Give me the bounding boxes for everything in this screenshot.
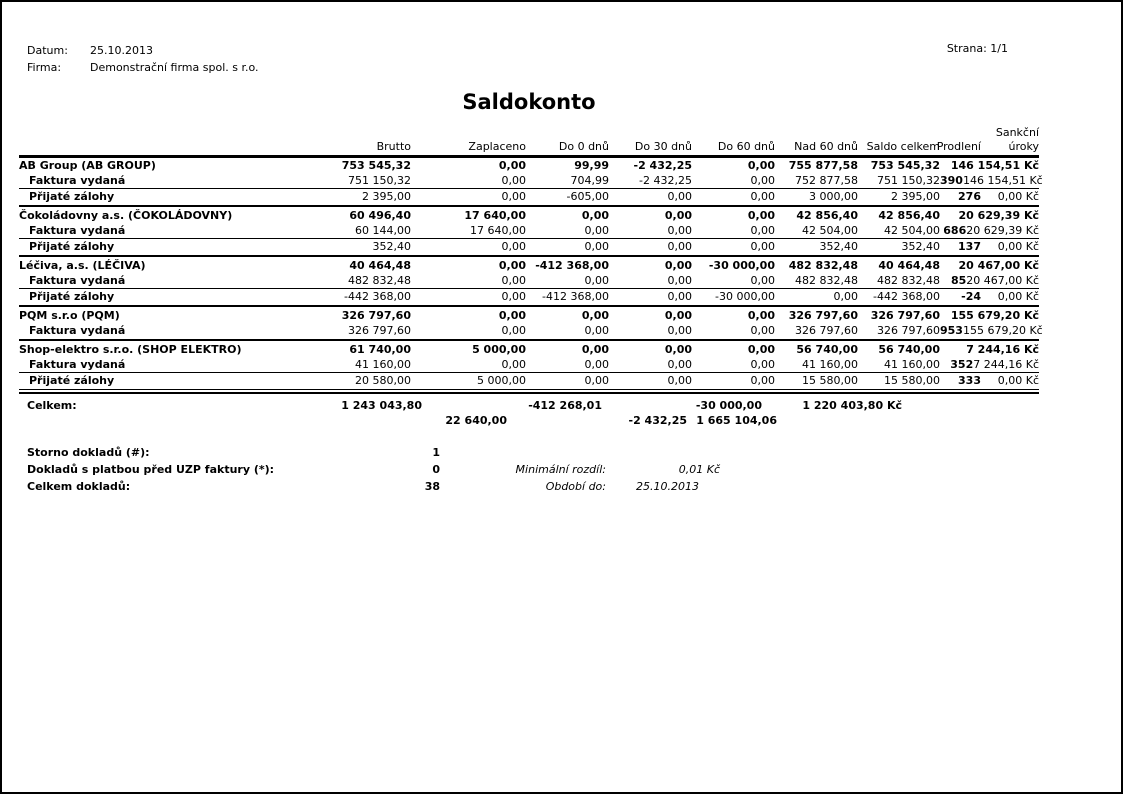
partner-row xyxy=(19,208,1039,223)
partner-row xyxy=(19,158,1039,173)
cell-saldo-celkem: 352,40 xyxy=(901,240,940,253)
col-header-prodleni: Prodlení xyxy=(936,140,981,153)
cell-prodleni: 333 xyxy=(958,374,981,387)
cell-zaplaceno: 0,00 xyxy=(498,259,526,272)
cell-do-0: 0,00 xyxy=(584,224,609,237)
cell-sankcni-uroky: 7 244,16 Kč xyxy=(966,343,1039,356)
summary-section xyxy=(19,444,1039,495)
cell-sankcni-uroky: 20 629,39 Kč xyxy=(966,224,1039,237)
cell-do-0: -412 368,00 xyxy=(535,259,609,272)
cell-zaplaceno: 5 000,00 xyxy=(472,343,526,356)
cell-saldo-celkem: 42 504,00 xyxy=(884,224,940,237)
cell-zaplaceno: 0,00 xyxy=(501,240,526,253)
col-header-zaplaceno: Zaplaceno xyxy=(468,140,526,153)
strana-label: Strana: xyxy=(946,42,987,55)
detail-row xyxy=(19,323,1043,338)
cell-brutto: 326 797,60 xyxy=(348,324,411,337)
cell-prodleni-sankcni xyxy=(940,208,1039,223)
firma-row xyxy=(27,59,259,76)
row-label: Léčiva, a.s. (LÉČIVA) xyxy=(19,259,146,272)
cell-do-0: 0,00 xyxy=(581,209,609,222)
cell-nad-60: 326 797,60 xyxy=(795,324,858,337)
cell-do-60: 0,00 xyxy=(750,358,775,371)
cell-nad-60: 3 000,00 xyxy=(809,190,858,203)
cell-do-0: 0,00 xyxy=(584,240,609,253)
cell-brutto: 60 496,40 xyxy=(349,209,411,222)
row-label: Faktura vydaná xyxy=(29,274,126,287)
cell-zaplaceno: 0,00 xyxy=(501,274,526,287)
cell-do-0: 0,00 xyxy=(584,358,609,371)
totals-row-1 xyxy=(19,398,1039,413)
cell-zaplaceno: 0,00 xyxy=(501,358,526,371)
cell-prodleni-sankcni xyxy=(940,373,1039,388)
cell-do-30: 0,00 xyxy=(667,374,692,387)
total-do-60: -30 000,00 xyxy=(695,399,762,412)
separator-line xyxy=(19,255,1039,257)
cell-do-60: 0,00 xyxy=(750,224,775,237)
total-do-30: -2 432,25 xyxy=(628,414,687,427)
cell-nad-60: 0,00 xyxy=(833,290,858,303)
cell-nad-60: 752 877,58 xyxy=(795,174,858,187)
celkem-dokladu-row xyxy=(19,478,1039,495)
cell-do-30: 0,00 xyxy=(667,358,692,371)
cell-do-30: 0,00 xyxy=(664,209,692,222)
obdobi-do-label: Období do: xyxy=(545,480,606,493)
cell-prodleni-sankcni xyxy=(940,273,1039,288)
totals-section xyxy=(19,398,1039,428)
cell-do-30: 0,00 xyxy=(667,240,692,253)
row-label: Přijaté zálohy xyxy=(29,374,115,387)
cell-do-60: -30 000,00 xyxy=(715,290,775,303)
cell-prodleni-sankcni xyxy=(940,158,1039,173)
cell-do-60: 0,00 xyxy=(750,374,775,387)
cell-prodleni-sankcni xyxy=(940,323,1043,338)
cell-do-60: 0,00 xyxy=(750,174,775,187)
cell-saldo-celkem: 56 740,00 xyxy=(878,343,940,356)
cell-sankcni-uroky: 0,00 Kč xyxy=(997,374,1039,387)
cell-nad-60: 56 740,00 xyxy=(796,343,858,356)
separator-line xyxy=(19,392,1039,394)
row-label: Shop-elektro s.r.o. (SHOP ELEKTRO) xyxy=(19,343,242,356)
total-nad-60: 1 665 104,06 xyxy=(696,414,777,427)
firma-label: Firma: xyxy=(27,61,62,74)
cell-do-0: -605,00 xyxy=(566,190,609,203)
cell-prodleni-sankcni xyxy=(940,289,1039,304)
cell-do-0: 0,00 xyxy=(584,324,609,337)
total-zaplaceno: 22 640,00 xyxy=(445,414,507,427)
datum-label: Datum: xyxy=(27,44,68,57)
cell-brutto: 751 150,32 xyxy=(348,174,411,187)
cell-do-60: 0,00 xyxy=(750,274,775,287)
cell-prodleni-sankcni xyxy=(940,239,1039,254)
row-label: Přijaté zálohy xyxy=(29,240,115,253)
cell-prodleni-sankcni xyxy=(940,342,1039,357)
page-number xyxy=(947,42,1008,55)
cell-brutto: 352,40 xyxy=(372,240,411,253)
report-meta xyxy=(27,42,259,76)
cell-saldo-celkem: 41 160,00 xyxy=(884,358,940,371)
uzp-row xyxy=(19,461,1039,478)
storno-label: Storno dokladů (#): xyxy=(27,446,150,459)
celkem-dokladu-label: Celkem dokladů: xyxy=(27,480,131,493)
datum-value: 25.10.2013 xyxy=(90,44,153,57)
table-body xyxy=(19,158,1043,394)
cell-brutto: 326 797,60 xyxy=(341,309,411,322)
col-header-name xyxy=(19,140,319,154)
cell-do-30: 0,00 xyxy=(664,309,692,322)
cell-prodleni-sankcni xyxy=(940,173,1043,188)
partner-row xyxy=(19,342,1039,357)
cell-prodleni: 137 xyxy=(958,240,981,253)
obdobi-do-value: 25.10.2013 xyxy=(636,480,699,493)
cell-saldo-celkem: 15 580,00 xyxy=(884,374,940,387)
cell-nad-60: 41 160,00 xyxy=(802,358,858,371)
totals-label: Celkem: xyxy=(27,399,77,412)
cell-nad-60: 755 877,58 xyxy=(788,159,858,172)
cell-do-60: 0,00 xyxy=(750,324,775,337)
cell-brutto: 60 144,00 xyxy=(355,224,411,237)
cell-sankcni-uroky: 0,00 Kč xyxy=(997,240,1039,253)
cell-brutto: 20 580,00 xyxy=(355,374,411,387)
row-label: Faktura vydaná xyxy=(29,174,126,187)
cell-do-30: 0,00 xyxy=(667,324,692,337)
cell-do-60: 0,00 xyxy=(750,240,775,253)
cell-do-0: 0,00 xyxy=(581,309,609,322)
cell-sankcni-uroky: 7 244,16 Kč xyxy=(973,358,1039,371)
cell-nad-60: 15 580,00 xyxy=(802,374,858,387)
cell-sankcni-uroky: 20 467,00 Kč xyxy=(958,259,1039,272)
cell-prodleni: 686 xyxy=(943,224,967,237)
cell-sankcni-uroky: 0,00 Kč xyxy=(997,290,1039,303)
cell-saldo-celkem: 40 464,48 xyxy=(878,259,940,272)
cell-do-60: 0,00 xyxy=(747,309,775,322)
cell-zaplaceno: 0,00 xyxy=(501,290,526,303)
partner-row xyxy=(19,258,1039,273)
cell-do-30: 0,00 xyxy=(667,190,692,203)
cell-sankcni-uroky: 20 467,00 Kč xyxy=(966,274,1039,287)
row-label: Přijaté zálohy xyxy=(29,190,115,203)
celkem-dokladu-value: 38 xyxy=(424,480,440,493)
detail-row xyxy=(19,223,1039,238)
cell-zaplaceno: 0,00 xyxy=(501,324,526,337)
cell-sankcni-uroky: 0,00 Kč xyxy=(997,190,1039,203)
detail-row xyxy=(19,357,1039,372)
cell-saldo-celkem: -442 368,00 xyxy=(873,290,940,303)
cell-sankcni-uroky: 146 154,51 Kč xyxy=(962,174,1043,187)
cell-nad-60: 326 797,60 xyxy=(788,309,858,322)
sankcni-header-top: Sankční xyxy=(995,126,1039,139)
total-saldo-celkem: 1 220 403,80 Kč xyxy=(802,399,902,412)
total-do-0: -412 268,01 xyxy=(528,399,602,412)
cell-do-30: 0,00 xyxy=(664,343,692,356)
strana-value: 1/1 xyxy=(990,42,1008,55)
detail-row xyxy=(19,273,1039,288)
cell-sankcni-uroky: 20 629,39 Kč xyxy=(958,209,1039,222)
cell-saldo-celkem: 42 856,40 xyxy=(878,209,940,222)
detail-row xyxy=(19,373,1039,388)
cell-saldo-celkem: 326 797,60 xyxy=(877,324,940,337)
cell-prodleni-sankcni xyxy=(940,223,1039,238)
cell-do-30: 0,00 xyxy=(667,224,692,237)
cell-do-60: -30 000,00 xyxy=(708,259,775,272)
separator-line xyxy=(19,305,1039,307)
detail-row xyxy=(19,189,1039,204)
cell-do-30: 0,00 xyxy=(664,259,692,272)
col-header-prodleni-sankcni xyxy=(936,140,1039,154)
cell-nad-60: 42 856,40 xyxy=(796,209,858,222)
cell-nad-60: 482 832,48 xyxy=(795,274,858,287)
separator-line xyxy=(19,339,1039,341)
cell-brutto: 41 160,00 xyxy=(355,358,411,371)
cell-zaplaceno: 17 640,00 xyxy=(464,209,526,222)
cell-brutto: 2 395,00 xyxy=(362,190,411,203)
cell-prodleni-sankcni xyxy=(940,189,1039,204)
cell-sankcni-uroky: 155 679,20 Kč xyxy=(962,324,1043,337)
cell-do-0: -412 368,00 xyxy=(542,290,609,303)
row-label: Přijaté zálohy xyxy=(29,290,115,303)
min-rozdil-value: 0,01 Kč xyxy=(678,463,720,476)
cell-do-0: 99,99 xyxy=(574,159,609,172)
uzp-label: Dokladů s platbou před UZP faktury (*): xyxy=(27,463,275,476)
col-header-do-30: Do 30 dnů xyxy=(634,140,692,153)
cell-zaplaceno: 0,00 xyxy=(498,159,526,172)
total-brutto: 1 243 043,80 xyxy=(341,399,422,412)
table-header-row-2 xyxy=(19,140,1039,154)
cell-do-0: 704,99 xyxy=(570,174,609,187)
row-label: Čokoládovny a.s. (ČOKOLÁDOVNY) xyxy=(19,209,233,222)
cell-prodleni: 390 xyxy=(940,174,963,187)
cell-prodleni: 85 xyxy=(950,274,967,287)
cell-zaplaceno: 0,00 xyxy=(498,309,526,322)
row-label: Faktura vydaná xyxy=(29,224,126,237)
table-header-row-1 xyxy=(19,126,1039,140)
cell-prodleni-sankcni xyxy=(940,308,1039,323)
col-header-nad-60: Nad 60 dnů xyxy=(794,140,858,153)
cell-sankcni-uroky: 155 679,20 Kč xyxy=(950,309,1039,322)
row-label: Faktura vydaná xyxy=(29,358,126,371)
col-header-saldo-celkem: Saldo celkem xyxy=(866,140,940,153)
partner-row xyxy=(19,308,1039,323)
totals-row-2 xyxy=(19,413,1039,428)
cell-prodleni: 352 xyxy=(950,358,974,371)
detail-row xyxy=(19,173,1043,188)
cell-saldo-celkem: 326 797,60 xyxy=(870,309,940,322)
firma-value: Demonstrační firma spol. s r.o. xyxy=(90,61,259,74)
cell-do-30: 0,00 xyxy=(667,274,692,287)
separator-line xyxy=(19,205,1039,207)
cell-do-0: 0,00 xyxy=(581,343,609,356)
cell-prodleni-sankcni xyxy=(940,258,1039,273)
col-header-brutto: Brutto xyxy=(376,140,411,153)
min-rozdil-label: Minimální rozdíl: xyxy=(515,463,606,476)
col-header-do-0: Do 0 dnů xyxy=(558,140,609,153)
cell-brutto: 40 464,48 xyxy=(349,259,411,272)
cell-do-60: 0,00 xyxy=(747,159,775,172)
cell-do-0: 0,00 xyxy=(584,274,609,287)
cell-brutto: 753 545,32 xyxy=(341,159,411,172)
cell-saldo-celkem: 751 150,32 xyxy=(877,174,940,187)
cell-do-60: 0,00 xyxy=(747,209,775,222)
cell-do-0: 0,00 xyxy=(584,374,609,387)
cell-prodleni: 953 xyxy=(940,324,963,337)
cell-saldo-celkem: 2 395,00 xyxy=(891,190,940,203)
report-title: Saldokonto xyxy=(462,90,596,114)
cell-brutto: -442 368,00 xyxy=(344,290,411,303)
separator-line xyxy=(19,389,1039,390)
row-label: AB Group (AB GROUP) xyxy=(19,159,156,172)
row-label: Faktura vydaná xyxy=(29,324,126,337)
storno-value: 1 xyxy=(432,446,440,459)
cell-zaplaceno: 17 640,00 xyxy=(470,224,526,237)
cell-brutto: 61 740,00 xyxy=(349,343,411,356)
cell-do-30: -2 432,25 xyxy=(633,159,692,172)
detail-row xyxy=(19,289,1039,304)
cell-prodleni: -24 xyxy=(961,290,981,303)
cell-nad-60: 482 832,48 xyxy=(788,259,858,272)
cell-zaplaceno: 0,00 xyxy=(501,190,526,203)
datum-row xyxy=(27,42,259,59)
cell-prodleni-sankcni xyxy=(940,357,1039,372)
uzp-value: 0 xyxy=(432,463,440,476)
cell-prodleni: 276 xyxy=(958,190,981,203)
cell-saldo-celkem: 753 545,32 xyxy=(870,159,940,172)
cell-nad-60: 42 504,00 xyxy=(802,224,858,237)
cell-zaplaceno: 0,00 xyxy=(501,174,526,187)
cell-do-30: 0,00 xyxy=(667,290,692,303)
col-header-do-60: Do 60 dnů xyxy=(717,140,775,153)
cell-nad-60: 352,40 xyxy=(819,240,858,253)
saldokonto-table xyxy=(19,126,1043,495)
storno-row xyxy=(19,444,1039,461)
cell-sankcni-uroky: 146 154,51 Kč xyxy=(950,159,1039,172)
cell-do-60: 0,00 xyxy=(747,343,775,356)
cell-saldo-celkem: 482 832,48 xyxy=(877,274,940,287)
detail-row xyxy=(19,239,1039,254)
cell-brutto: 482 832,48 xyxy=(348,274,411,287)
row-label: PQM s.r.o (PQM) xyxy=(19,309,120,322)
cell-do-60: 0,00 xyxy=(750,190,775,203)
col-header-sankcni-line1 xyxy=(940,126,1039,140)
cell-do-30: -2 432,25 xyxy=(639,174,692,187)
col-header-sankcni-line2: úroky xyxy=(1008,140,1039,153)
cell-zaplaceno: 5 000,00 xyxy=(477,374,526,387)
